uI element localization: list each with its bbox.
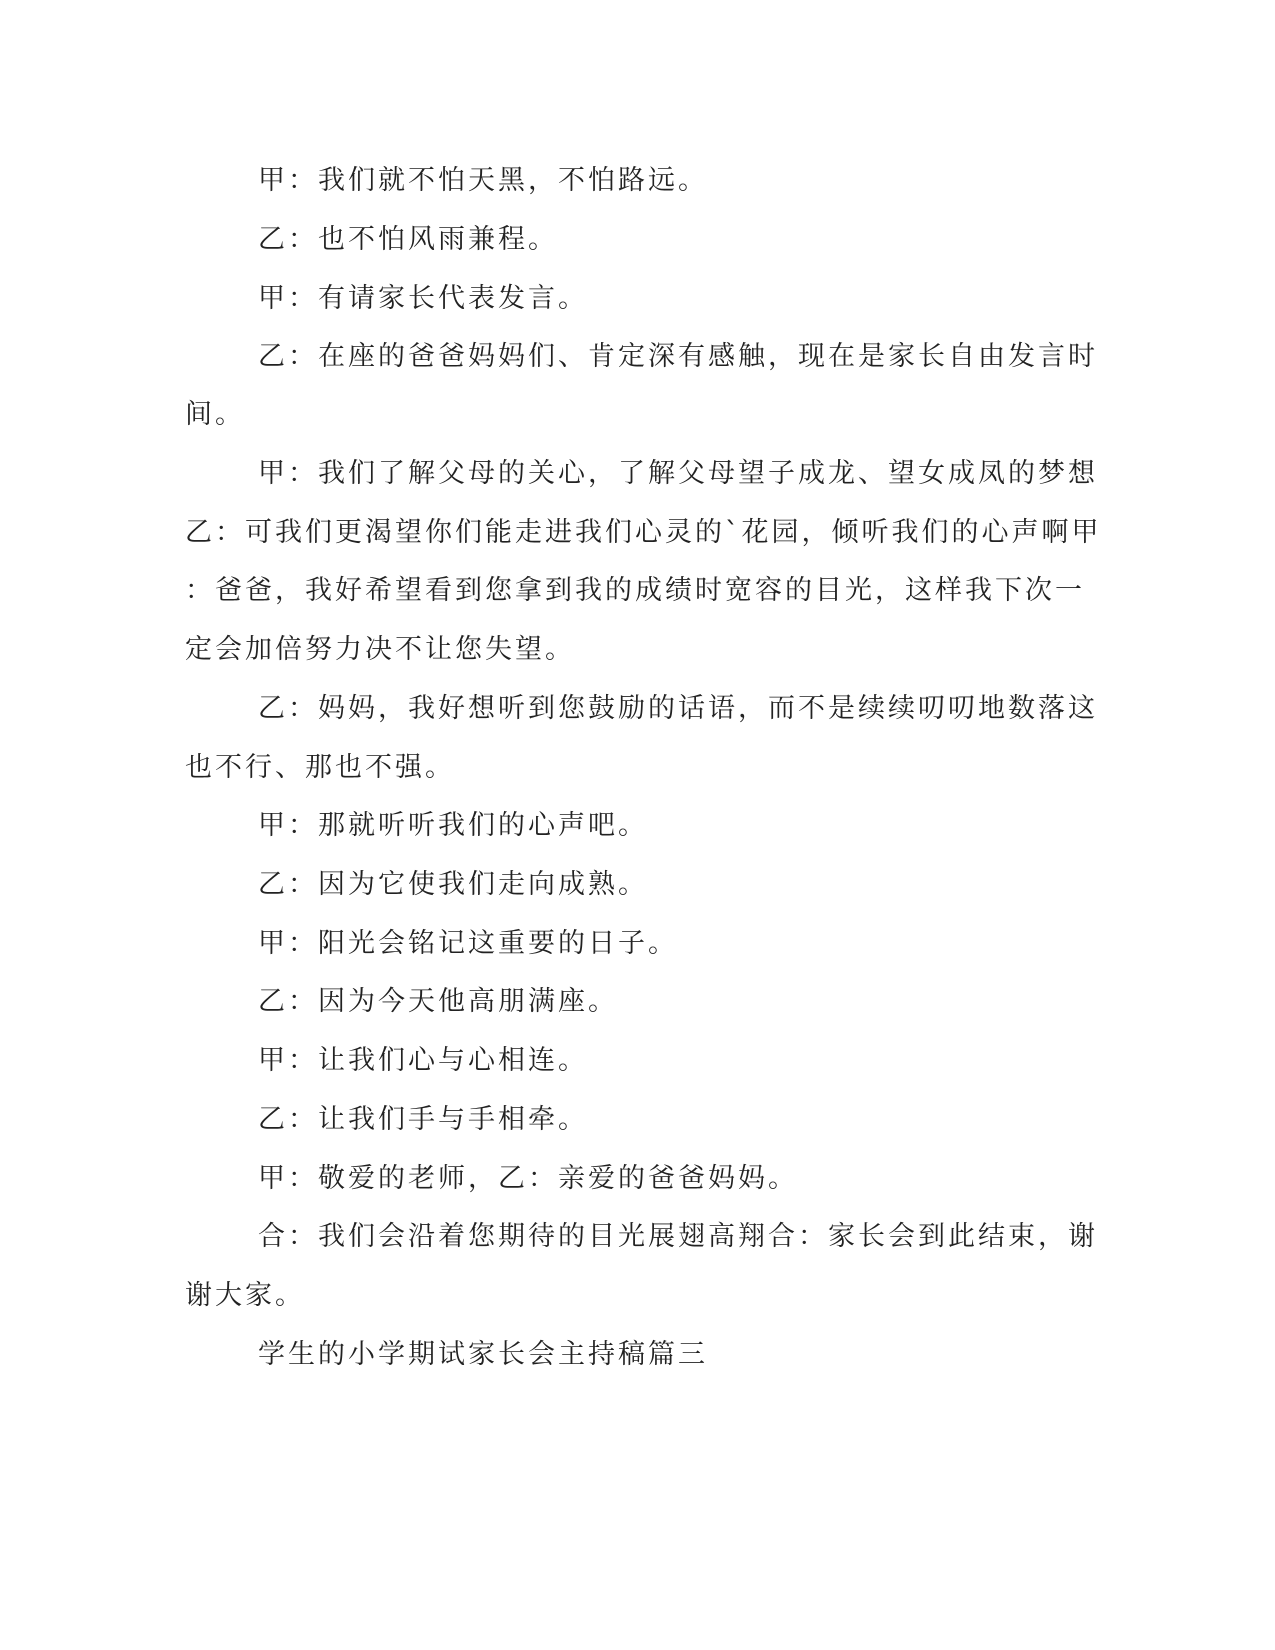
text-line: 也不行、那也不强。 [185, 752, 455, 783]
text-line: 甲：我们就不怕天黑，不怕路远。 [258, 165, 708, 196]
text-line: 谢大家。 [185, 1280, 305, 1311]
text-line: 乙：也不怕风雨兼程。 [258, 224, 558, 255]
text-line: 乙：妈妈，我好想听到您鼓励的话语，而不是续续叨叨地数落这 [258, 693, 1098, 724]
text-line: 间。 [185, 399, 245, 430]
section-heading: 学生的小学期试家长会主持稿篇三 [258, 1339, 708, 1370]
text-line: ：爸爸，我好希望看到您拿到我的成绩时宽容的目光，这样我下次一 [185, 575, 1085, 606]
text-line: 甲：我们了解父母的关心，了解父母望子成龙、望女成凤的梦想 [258, 458, 1098, 489]
text-line: 乙：因为它使我们走向成熟。 [258, 869, 648, 900]
text-line: 甲：敬爱的老师，乙：亲爱的爸爸妈妈。 [258, 1163, 798, 1194]
text-line: 乙：可我们更渴望你们能走进我们心灵的`花园，倾听我们的心声啊甲 [185, 517, 1102, 548]
text-line: 合：我们会沿着您期待的目光展翅高翔合：家长会到此结束，谢 [258, 1221, 1098, 1252]
text-line: 乙：因为今天他高朋满座。 [258, 986, 618, 1017]
text-line: 甲：阳光会铭记这重要的日子。 [258, 928, 678, 959]
text-line: 甲：那就听听我们的心声吧。 [258, 810, 648, 841]
text-line: 甲：让我们心与心相连。 [258, 1045, 588, 1076]
text-line: 定会加倍努力决不让您失望。 [185, 634, 575, 665]
text-line: 乙：让我们手与手相牵。 [258, 1104, 588, 1135]
text-line: 甲：有请家长代表发言。 [258, 283, 588, 314]
text-line: 乙：在座的爸爸妈妈们、肯定深有感触，现在是家长自由发言时 [258, 341, 1098, 372]
